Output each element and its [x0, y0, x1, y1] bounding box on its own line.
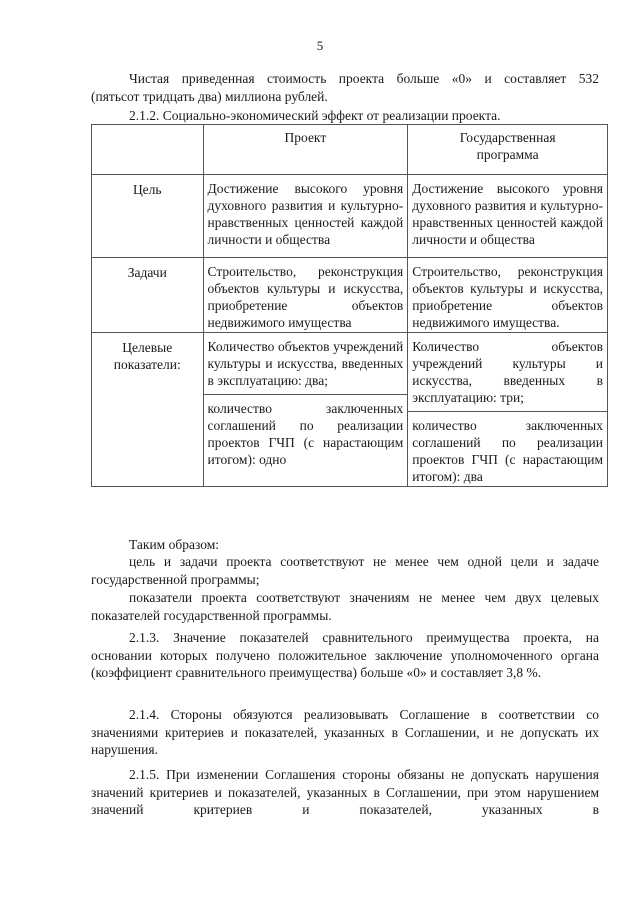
indicator2-project: количество заключенных соглашений по реализации проектов ГЧП (с нарастающим итогом): одно	[207, 401, 404, 467]
header-program	[408, 125, 608, 175]
row-label-goal: Цель	[92, 175, 204, 258]
goal-project: Достижение высокого уровня духовного развития и культурно-нравственных ценностей каждой личности и общества	[207, 181, 404, 247]
indicator1-program: Количество объектов учреждений культуры и искусства, введенных в эксплуатацию: три;	[412, 339, 603, 405]
row-label-indicators	[92, 333, 204, 487]
header-project: Проект	[203, 125, 408, 175]
table-header-row	[92, 125, 608, 175]
goal-program: Достижение высокого уровня духовного развития и культурно-нравственных ценностей каждой личности и общества	[412, 181, 603, 247]
conclusion-item-1: цель и задачи проекта соответствуют не менее чем одной цели и задаче государственной программы;	[91, 554, 599, 587]
tasks-project: Строительство, реконструкция объектов культуры и искусства, приобретение объектов недвижимого имущества	[207, 264, 404, 330]
clause-2-1-5: 2.1.5. При изменении Соглашения стороны обязаны не допускать нарушения значений критериев и показателей, указанных в Соглашении, при этом нарушением значений критериев и показателей, указанных в	[91, 767, 599, 817]
tasks-program: Строительство, реконструкция объектов культуры и искусства, приобретение объектов недвижимого имущества.	[412, 264, 603, 330]
row-label-tasks: Задачи	[92, 258, 204, 333]
intro-line-1: Чистая приведенная стоимость проекта больше «0» и составляет 532	[129, 71, 599, 86]
table-row	[92, 175, 608, 258]
table-row	[92, 258, 608, 333]
row-label-indicators-text: Целевые показатели:	[113, 340, 181, 372]
clause-2-1-4: 2.1.4. Стороны обязуются реализовывать Соглашение в соответствии со значениями критериев и показателей, указанных в Соглашении, и не допускать их нарушения.	[91, 707, 599, 757]
table-row	[92, 333, 608, 487]
clause-2-1-3: 2.1.3. Значение показателей сравнительного преимущества проекта, на основании которых получено положительное заключение уполномоченного органа (коэффициент сравнительного преимущества) больше «0» и составляет 3,8 %.	[91, 630, 599, 680]
comparison-table	[91, 124, 608, 487]
intro-line-2: (пятьсот тридцать два) миллиона рублей.	[91, 89, 328, 104]
indicator1-project: Количество объектов учреждений культуры и искусства, введенных в эксплуатацию: два;	[207, 339, 404, 388]
header-empty	[92, 125, 204, 175]
table-caption: 2.1.2. Социально-экономический эффект от реализации проекта.	[129, 108, 501, 123]
conclusion-item-2: показатели проекта соответствуют значениям не менее чем двух целевых показателей государственной программы.	[91, 590, 599, 623]
conclusion-lead: Таким образом:	[129, 537, 220, 552]
indicator2-program: количество заключенных соглашений по реализации проектов ГЧП (с нарастающим итогом): два	[412, 418, 603, 484]
header-program-text: Государственная программа	[459, 130, 556, 162]
page-number: 5	[316, 38, 324, 53]
